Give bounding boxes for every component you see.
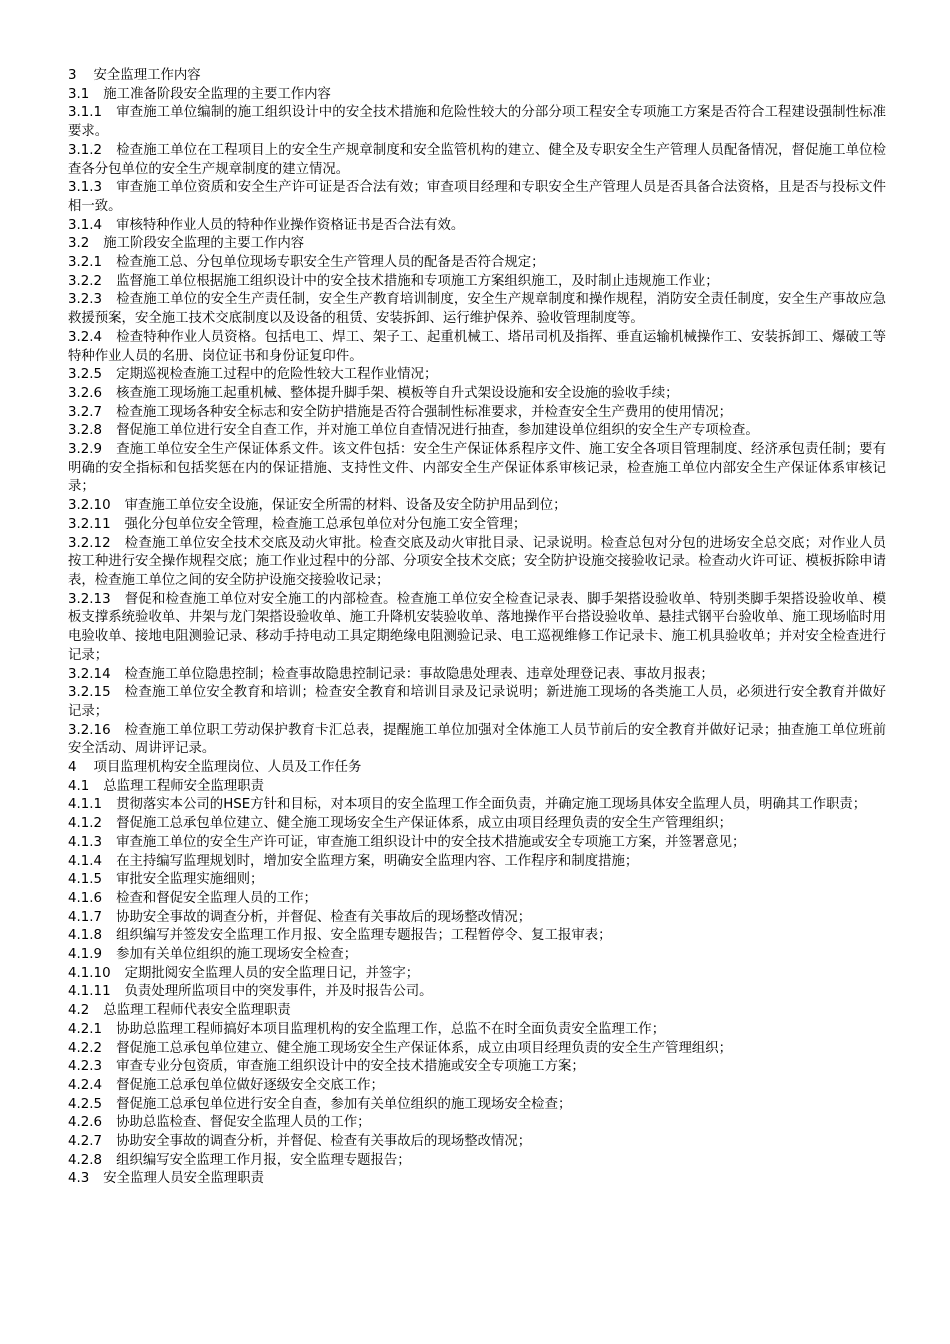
section-number: 3.2.15 <box>68 685 111 701</box>
section-number: 4.3 <box>68 1171 90 1187</box>
paragraph-text: 督促施工总承包单位进行安全自查，参加有关单位组织的施工现场安全检查； <box>116 1096 572 1112</box>
paragraph-text: 审查施工单位编制的施工组织设计中的安全技术措施和危险性较大的分部分项工程安全专项施工方案是否符合工程建设强制性标准要求。 <box>68 105 886 140</box>
paragraph <box>68 441 886 497</box>
paragraph <box>68 86 886 105</box>
paragraph <box>68 385 886 404</box>
paragraph <box>68 666 886 685</box>
section-number: 4.1.8 <box>68 928 103 944</box>
paragraph <box>68 535 886 591</box>
paragraph-text: 负责处理所监项目中的突发事件，并及时报告公司。 <box>124 984 433 1000</box>
section-number: 4.2 <box>68 1003 90 1019</box>
paragraph <box>68 946 886 965</box>
section-number: 4.1.4 <box>68 853 103 869</box>
paragraph-text: 检查特种作业人员资格。包括电工、焊工、架子工、起重机械工、塔吊司机及指挥、垂直运输机械操作工、安装拆卸工、爆破工等特种作业人员的名册、岗位证书和身份证复印件。 <box>68 329 886 364</box>
paragraph <box>68 871 886 890</box>
section-number: 3.2.2 <box>68 273 103 289</box>
paragraph-text: 督促和检查施工单位对安全施工的内部检查。检查施工单位安全检查记录表、脚手架搭设验收单、特别类脚手架搭设验收单、模板支撑系统验收单、井架与龙门架搭设验收单、施工升降机安装验收单、落地操作平台搭设验收单、悬挂式钢平台验收单、施工现场临时用电验收单、接地电阻测验记录、移动手持电动工具定期绝缘电阻测验记录、电工巡视维修工作记录卡、施工机具验收单；并对安全检查进行记录； <box>68 591 886 663</box>
section-number: 3.2.14 <box>68 666 111 682</box>
paragraph <box>68 291 886 328</box>
paragraph-text: 检查施工单位职工劳动保护教育卡汇总表，提醒施工单位加强对全体施工人员节前后的安全教育并做好记录；抽查施工单位班前安全活动、周讲评记录。 <box>68 722 886 757</box>
paragraph-text: 督促施工总承包单位建立、健全施工现场安全生产保证体系，成立由项目经理负责的安全生产管理组织； <box>116 1040 733 1056</box>
section-number: 3.2.5 <box>68 367 103 383</box>
paragraph <box>68 890 886 909</box>
section-number: 3.2.13 <box>68 591 111 607</box>
section-number: 4.1.1 <box>68 797 103 813</box>
section-number: 4.2.8 <box>68 1152 103 1168</box>
section-number: 4.1.9 <box>68 947 103 963</box>
section-number: 3.1.2 <box>68 142 103 158</box>
paragraph-text: 定期批阅安全监理人员的安全监理日记，并签字； <box>124 965 420 981</box>
paragraph <box>68 1058 886 1077</box>
section-number: 3.2.8 <box>68 423 103 439</box>
paragraph-text: 组织编写并签发安全监理工作月报、安全监理专题报告；工程暂停令、复工报审表； <box>116 928 612 944</box>
section-number: 3.2.12 <box>68 535 111 551</box>
paragraph-text: 强化分包单位安全管理，检查施工总承包单位对分包施工安全管理； <box>124 516 527 532</box>
paragraph <box>68 684 886 721</box>
paragraph <box>68 273 886 292</box>
paragraph-text: 组织编写安全监理工作月报，安全监理专题报告； <box>116 1152 411 1168</box>
section-number: 4.1.10 <box>68 965 111 981</box>
paragraph <box>68 1021 886 1040</box>
paragraph <box>68 796 886 815</box>
section-number: 3.2.9 <box>68 442 103 458</box>
section-number: 3.2.11 <box>68 516 111 532</box>
paragraph <box>68 104 886 141</box>
paragraph <box>68 1096 886 1115</box>
paragraph-text: 施工阶段安全监理的主要工作内容 <box>103 236 305 252</box>
paragraph-text: 协助总监理工程师搞好本项目监理机构的安全监理工作，总监不在时全面负责安全监理工作； <box>116 1021 666 1037</box>
paragraph <box>68 329 886 366</box>
paragraph <box>68 834 886 853</box>
section-number: 3.1.1 <box>68 105 103 121</box>
section-number: 4.2.5 <box>68 1096 103 1112</box>
paragraph <box>68 142 886 179</box>
paragraph <box>68 497 886 516</box>
paragraph <box>68 759 886 778</box>
paragraph <box>68 909 886 928</box>
section-number: 4.2.6 <box>68 1115 103 1131</box>
paragraph-text: 检查施工总、分包单位现场专职安全生产管理人员的配备是否符合规定； <box>116 255 545 271</box>
section-number: 3 <box>68 68 77 83</box>
section-number: 3.1.4 <box>68 217 103 233</box>
paragraph <box>68 853 886 872</box>
paragraph-text: 协助安全事故的调查分析，并督促、检查有关事故后的现场整改情况； <box>116 909 532 925</box>
paragraph-text: 督促施工单位进行安全自查工作，并对施工单位自查情况进行抽查，参加建设单位组织的安全生产专项检查。 <box>116 423 759 439</box>
paragraph-text: 督促施工总承包单位建立、健全施工现场安全生产保证体系，成立由项目经理负责的安全生产管理组织； <box>116 816 733 832</box>
paragraph <box>68 179 886 216</box>
paragraph <box>68 254 886 273</box>
paragraph-text: 协助总监检查、督促安全监理人员的工作； <box>116 1115 371 1131</box>
section-number: 4.1.5 <box>68 872 103 888</box>
section-number: 3.2.16 <box>68 722 111 738</box>
paragraph-text: 审查施工单位安全设施，保证安全所需的材料、设备及安全防护用品到位； <box>124 498 567 514</box>
section-number: 3.2.4 <box>68 329 103 345</box>
section-number: 3.2.3 <box>68 292 103 308</box>
paragraph-text: 监督施工单位根据施工组织设计中的安全技术措施和专项施工方案组织施工，及时制止违规施工作业； <box>116 273 719 289</box>
section-number: 3.2 <box>68 236 90 252</box>
section-number: 4.1.7 <box>68 909 103 925</box>
paragraph <box>68 1114 886 1133</box>
paragraph <box>68 516 886 535</box>
section-number: 3.1 <box>68 86 90 102</box>
paragraph-text: 检查施工单位隐患控制；检查事故隐患控制记录：事故隐患处理表、违章处理登记表、事故月报表； <box>124 666 714 682</box>
paragraph <box>68 1002 886 1021</box>
section-number: 3.2.7 <box>68 404 103 420</box>
paragraph <box>68 815 886 834</box>
section-number: 4.1.11 <box>68 984 111 1000</box>
section-number: 4 <box>68 760 77 776</box>
paragraph <box>68 965 886 984</box>
paragraph-text: 贯彻落实本公司的HSE方针和目标，对本项目的安全监理工作全面负责，并确定施工现场具体安全监理人员，明确其工作职责； <box>116 797 867 813</box>
paragraph-text: 审批安全监理实施细则； <box>116 872 264 888</box>
paragraph-text: 定期巡视检查施工过程中的危险性较大工程作业情况； <box>116 367 438 383</box>
paragraph-text: 协助安全事故的调查分析，并督促、检查有关事故后的现场整改情况； <box>116 1134 532 1150</box>
paragraph-text: 安全监理人员安全监理职责 <box>103 1171 264 1187</box>
paragraph <box>68 1077 886 1096</box>
paragraph-text: 检查施工单位的安全生产责任制，安全生产教育培训制度，安全生产规章制度和操作规程，消防安全责任制度，安全生产事故应急救援预案，安全施工技术交底制度以及设备的租赁、安装拆卸、运行维护保养、验收管理制度等。 <box>68 292 886 327</box>
paragraph-text: 项目监理机构安全监理岗位、人员及工作任务 <box>93 760 362 776</box>
paragraph-text: 检查和督促安全监理人员的工作； <box>116 890 317 906</box>
paragraph-text: 检查施工现场各种安全标志和安全防护措施是否符合强制性标准要求，并检查安全生产费用的使用情况； <box>116 404 733 420</box>
section-number: 4.2.3 <box>68 1059 103 1075</box>
section-number: 4.2.1 <box>68 1021 103 1037</box>
section-number: 3.2.1 <box>68 255 103 271</box>
paragraph <box>68 422 886 441</box>
paragraph <box>68 67 886 86</box>
section-number: 4.2.7 <box>68 1134 103 1150</box>
paragraph <box>68 217 886 236</box>
paragraph-text: 检查施工单位安全教育和培训；检查安全教育和培训目录及记录说明；新进施工现场的各类施工人员，必须进行安全教育并做好记录； <box>68 685 886 719</box>
paragraph <box>68 1133 886 1152</box>
paragraph-text: 查施工单位安全生产保证体系文件。该文件包括：安全生产保证体系程序文件、施工安全各项目管理制度、经济承包责任制；要有明确的安全指标和包括奖惩在内的保证措施、支持性文件、内部安全生产保证体系审核记录，检查施工单位内部安全生产保证体系审核记录； <box>68 442 886 495</box>
section-number: 3.2.10 <box>68 498 111 514</box>
paragraph <box>68 927 886 946</box>
section-number: 4.1.3 <box>68 834 103 850</box>
section-number: 3.1.3 <box>68 180 103 196</box>
section-number: 3.2.6 <box>68 385 103 401</box>
section-number: 4.2.2 <box>68 1040 103 1056</box>
paragraph-text: 审核特种作业人员的特种作业操作资格证书是否合法有效。 <box>116 217 465 233</box>
section-number: 4.1 <box>68 778 90 794</box>
section-number: 4.1.2 <box>68 816 103 832</box>
paragraph-text: 参加有关单位组织的施工现场安全检查； <box>116 947 358 963</box>
paragraph <box>68 778 886 797</box>
paragraph-text: 审查施工单位的安全生产许可证，审查施工组织设计中的安全技术措施或安全专项施工方案，并签署意见； <box>116 834 746 850</box>
paragraph-text: 安全监理工作内容 <box>93 68 201 83</box>
document-body <box>68 67 886 1189</box>
paragraph-text: 总监理工程师安全监理职责 <box>103 778 264 794</box>
paragraph-text: 审查施工单位资质和安全生产许可证是否合法有效；审查项目经理和专职安全生产管理人员是否具备合法资格，且是否与投标文件相一致。 <box>68 180 886 214</box>
paragraph-text: 检查施工单位安全技术交底及动火审批。检查交底及动火审批目录、记录说明。检查总包对分包的进场安全总交底；对作业人员按工种进行安全操作规程交底；施工作业过程中的分部、分项安全技术交底；安全防护设施交接验收记录。检查动火许可证、模板拆除申请表，检查施工单位之间的安全防护设施交接验收记录； <box>68 535 886 588</box>
paragraph-text: 在主持编写监理规划时，增加安全监理方案，明确安全监理内容、工作程序和制度措施； <box>116 853 639 869</box>
section-number: 4.2.4 <box>68 1077 103 1093</box>
paragraph <box>68 235 886 254</box>
paragraph-text: 总监理工程师代表安全监理职责 <box>103 1003 291 1019</box>
paragraph <box>68 404 886 423</box>
section-number: 4.1.6 <box>68 890 103 906</box>
paragraph-text: 核查施工现场施工起重机械、整体提升脚手架、模板等自升式架设设施和安全设施的验收手续； <box>116 385 679 401</box>
paragraph-text: 检查施工单位在工程项目上的安全生产规章制度和安全监管机构的建立、健全及专职安全生产管理人员配备情况，督促施工单位检查各分包单位的安全生产规章制度的建立情况。 <box>68 142 886 177</box>
paragraph <box>68 983 886 1002</box>
paragraph-text: 施工准备阶段安全监理的主要工作内容 <box>103 86 331 102</box>
paragraph <box>68 1170 886 1189</box>
paragraph <box>68 591 886 666</box>
paragraph <box>68 1040 886 1059</box>
paragraph <box>68 366 886 385</box>
paragraph-text: 督促施工总承包单位做好逐级安全交底工作； <box>116 1077 384 1093</box>
paragraph <box>68 1152 886 1171</box>
paragraph-text: 审查专业分包资质，审查施工组织设计中的安全技术措施或安全专项施工方案； <box>116 1059 585 1075</box>
paragraph <box>68 722 886 759</box>
